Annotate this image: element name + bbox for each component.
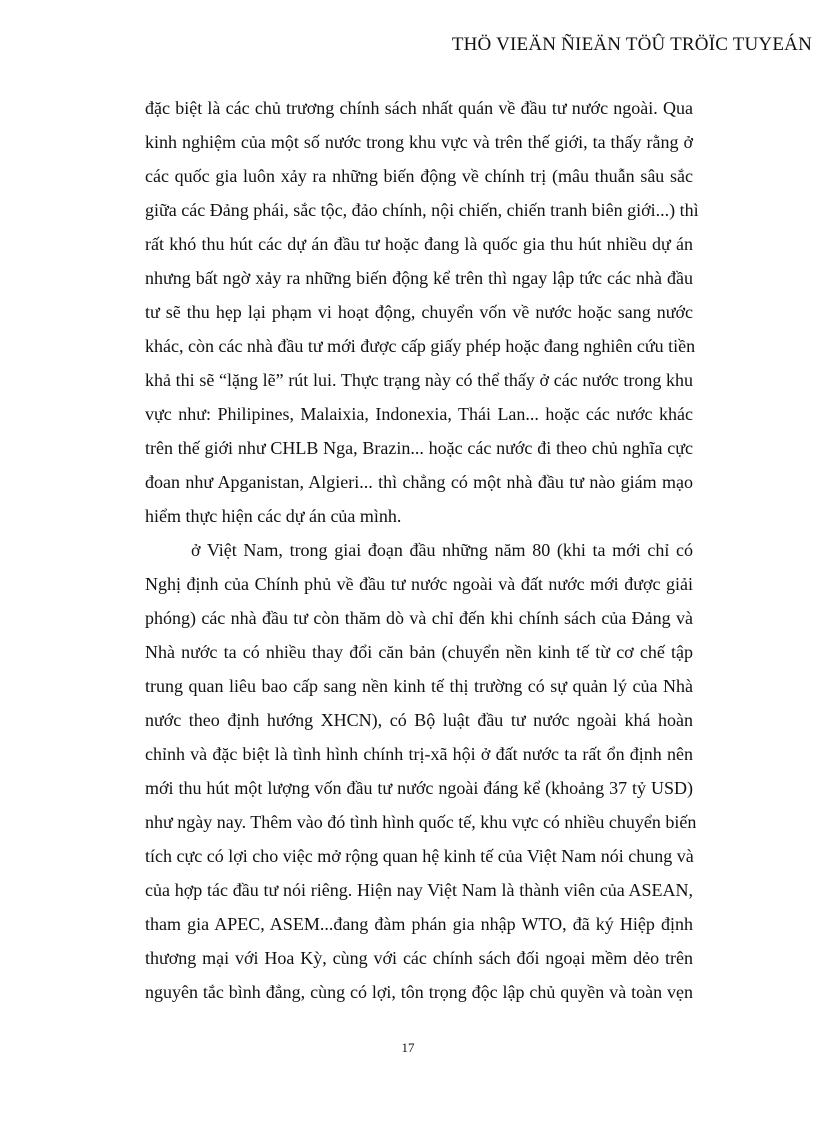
text-line: trung quan liêu bao cấp sang nền kinh tế thị trường có sự quản lý của Nhà xyxy=(145,676,693,696)
text-line: hiểm thực hiện các dự án của mình. xyxy=(145,506,402,526)
text-line: đoan như Apganistan, Algieri... thì chẳng có một nhà đầu tư nào giám mạo xyxy=(145,472,693,492)
text-line: chỉnh và đặc biệt là tình hình chính trị-xã hội ở đất nước ta rất ổn định nên xyxy=(145,744,693,764)
page-number: 17 xyxy=(401,1040,415,1055)
text-line: tham gia APEC, ASEM...đang đàm phán gia nhập WTO, đã ký Hiệp định xyxy=(145,914,693,934)
text-line: vực như: Philipines, Malaixia, Indonexia, Thái Lan... hoặc các nước khác xyxy=(145,404,693,424)
text-line: phóng) các nhà đầu tư còn thăm dò và chỉ đến khi chính sách của Đảng và xyxy=(145,608,693,628)
text-line: giữa các Đảng phái, sắc tộc, đảo chính, nội chiến, chiến tranh biên giới...) thì xyxy=(145,200,699,220)
body-text xyxy=(145,91,699,1009)
text-line: nguyên tắc bình đẳng, cùng có lợi, tôn trọng độc lập chủ quyền và toàn vẹn xyxy=(145,982,693,1002)
text-line: tư sẽ thu hẹp lại phạm vi hoạt động, chuyển vốn về nước hoặc sang nước xyxy=(145,302,693,322)
text-line: khả thi sẽ “lặng lẽ” rút lui. Thực trạng này có thể thấy ở các nước trong khu xyxy=(145,370,693,390)
text-line: trên thế giới như CHLB Nga, Brazin... hoặc các nước đi theo chủ nghĩa cực xyxy=(145,438,693,458)
text-line: các quốc gia luôn xảy ra những biến động về chính trị (mâu thuẫn sâu sắc xyxy=(145,166,693,186)
paragraph-1 xyxy=(145,91,699,533)
text-line: mới thu hút một lượng vốn đầu tư nước ngoài đáng kể (khoảng 37 tỷ USD) xyxy=(145,778,693,798)
text-line: Nghị định của Chính phủ về đầu tư nước ngoài và đất nước mới được giải xyxy=(145,574,693,594)
text-line: đặc biệt là các chủ trương chính sách nhất quán về đầu tư nước ngoài. Qua xyxy=(145,98,693,118)
text-line: ở Việt Nam, trong giai đoạn đầu những năm 80 (khi ta mới chỉ có xyxy=(191,540,693,560)
text-line: kinh nghiệm của một số nước trong khu vực và trên thế giới, ta thấy rằng ở xyxy=(145,132,693,152)
text-line: khác, còn các nhà đầu tư mới được cấp giấy phép hoặc đang nghiên cứu tiền xyxy=(145,336,696,356)
text-line: của hợp tác đầu tư nói riêng. Hiện nay Việt Nam là thành viên của ASEAN, xyxy=(145,880,693,900)
text-line: Nhà nước ta có nhiều thay đổi căn bản (chuyển nền kinh tế từ cơ chế tập xyxy=(145,642,693,662)
text-line: như ngày nay. Thêm vào đó tình hình quốc tế, khu vực có nhiều chuyển biến xyxy=(145,812,697,832)
text-line: nhưng bất ngờ xảy ra những biến động kể trên thì ngay lập tức các nhà đầu xyxy=(145,268,693,288)
text-line: tích cực có lợi cho việc mở rộng quan hệ kinh tế của Việt Nam nói chung và xyxy=(145,846,694,866)
text-line: thương mại với Hoa Kỳ, cùng với các chính sách đối ngoại mềm dẻo trên xyxy=(145,948,693,968)
text-line: rất khó thu hút các dự án đầu tư hoặc đang là quốc gia thu hút nhiều dự án xyxy=(145,234,693,254)
running-header: THÖ VIEÄN ÑIEÄN TÖÛ TRÖÏC TUYEÁN xyxy=(451,34,812,55)
text-line: nước theo định hướng XHCN), có Bộ luật đầu tư nước ngoài khá hoàn xyxy=(145,710,693,730)
paragraph-2 xyxy=(145,533,697,1009)
